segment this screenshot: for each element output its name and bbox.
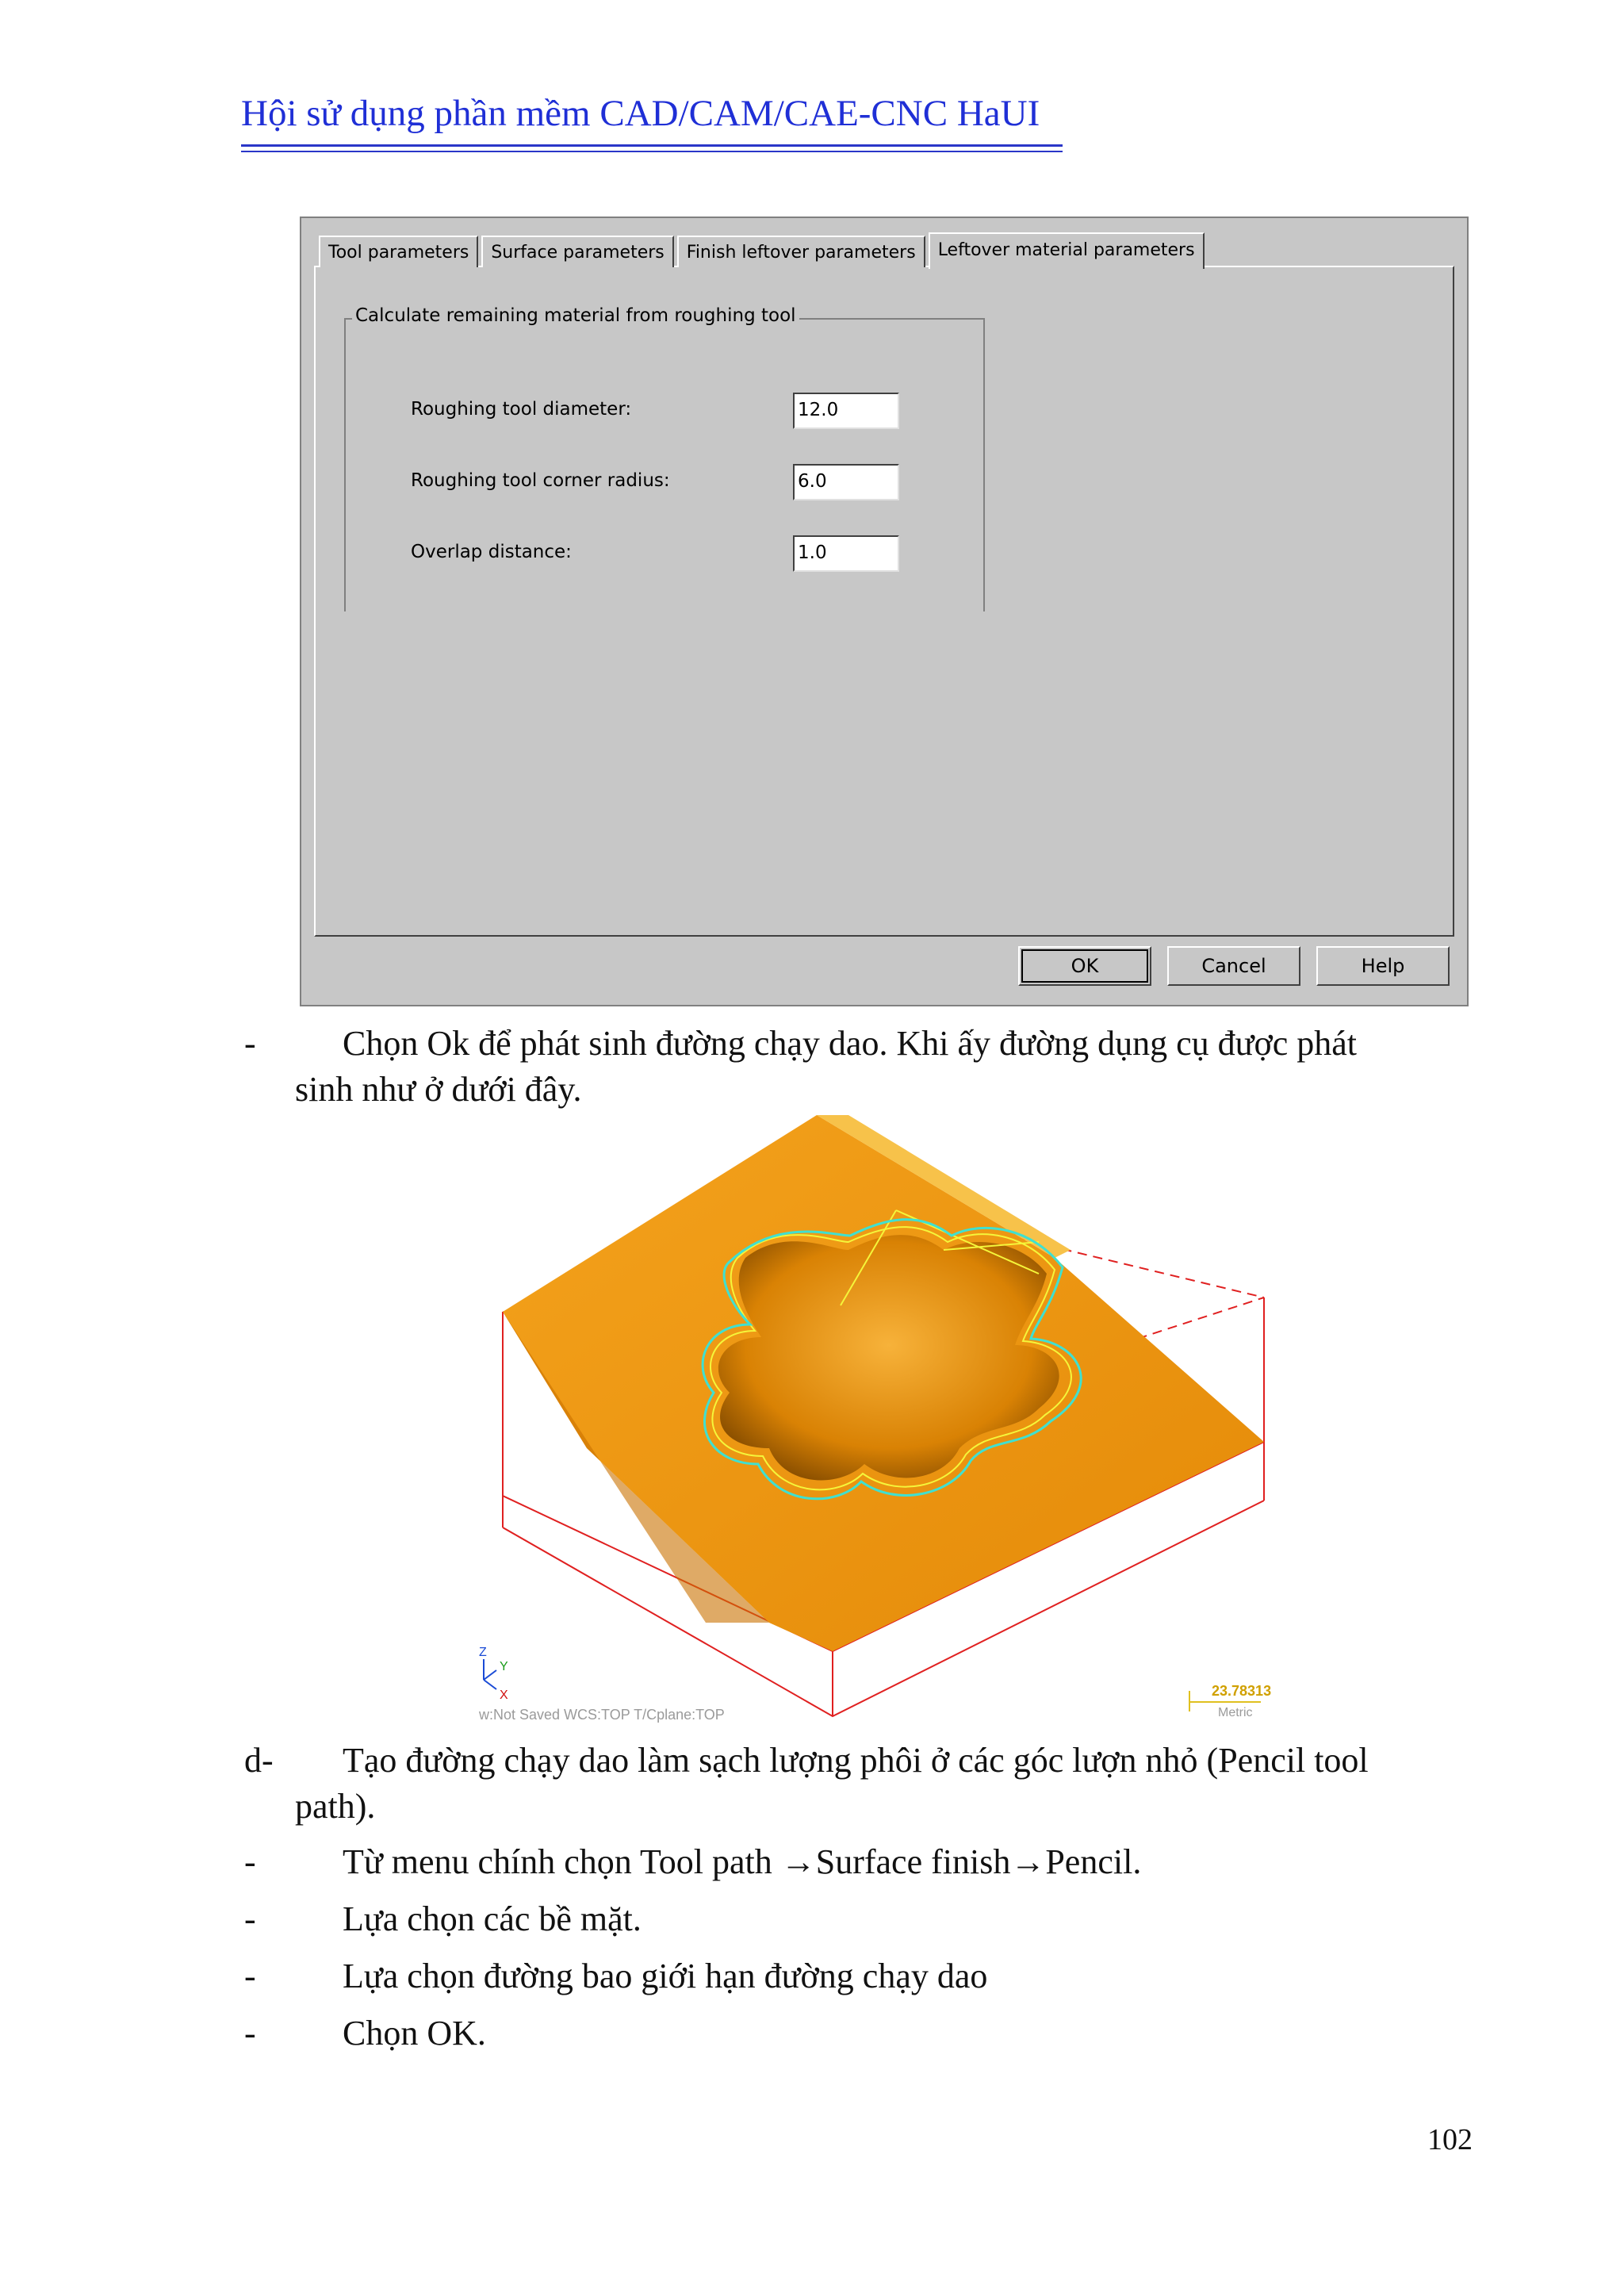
- bullet-item: Lựa chọn đường bao giới hạn đường chạy dao: [343, 1957, 988, 1995]
- tab-surface-parameters[interactable]: Surface parameters: [481, 236, 673, 267]
- overlap-distance-input[interactable]: 1.0: [793, 535, 899, 572]
- overlap-distance-label: Overlap distance:: [411, 542, 572, 562]
- bullet-item: Chọn OK.: [343, 2014, 486, 2053]
- header-rule: [241, 151, 1063, 152]
- toolpath-render: [468, 1115, 1308, 1734]
- axis-triad-icon: [484, 1659, 496, 1689]
- bullet-dash: -: [244, 1842, 256, 1881]
- section-marker: d-: [244, 1741, 274, 1780]
- group-title: Calculate remaining material from roughing tool: [352, 305, 799, 326]
- scale-unit: Metric: [1218, 1706, 1253, 1719]
- leftover-parameters-dialog: [300, 217, 1469, 1006]
- roughing-tool-corner-radius-label: Roughing tool corner radius:: [411, 470, 670, 491]
- tab-leftover-material-parameters[interactable]: Leftover material parameters: [929, 232, 1205, 269]
- bullet-dash: -: [244, 1899, 256, 1938]
- bullet-dash: -: [244, 1024, 256, 1063]
- cancel-button[interactable]: Cancel: [1167, 946, 1300, 986]
- tab-tool-parameters[interactable]: Tool parameters: [319, 236, 478, 267]
- page-number: 102: [1427, 2123, 1473, 2156]
- viewport-status: w:Not Saved WCS:TOP T/Cplane:TOP: [479, 1707, 725, 1723]
- paragraph-line: Tạo đường chạy dao làm sạch lượng phôi ở các góc lượn nhỏ (Pencil tool: [343, 1741, 1369, 1780]
- paragraph-line: Chọn Ok để phát sinh đường chạy dao. Khi ấy đường dụng cụ được phát: [343, 1024, 1358, 1063]
- tab-finish-leftover-parameters[interactable]: Finish leftover parameters: [677, 236, 925, 267]
- axis-z-label: Z: [479, 1646, 487, 1659]
- roughing-tool-diameter-label: Roughing tool diameter:: [411, 399, 632, 420]
- bullet-item: Lựa chọn các bề mặt.: [343, 1899, 642, 1938]
- paragraph-line: path).: [295, 1787, 376, 1826]
- bullet-dash: -: [244, 2014, 256, 2053]
- bullet-dash: -: [244, 1957, 256, 1995]
- roughing-tool-diameter-input[interactable]: 12.0: [793, 393, 899, 429]
- axis-x-label: X: [500, 1688, 508, 1702]
- tab-strip: [319, 232, 1208, 267]
- ok-button[interactable]: OK: [1018, 946, 1151, 986]
- scale-value: 23.78313: [1212, 1683, 1272, 1699]
- axis-y-label: Y: [500, 1660, 508, 1673]
- roughing-tool-corner-radius-input[interactable]: 6.0: [793, 464, 899, 500]
- help-button[interactable]: Help: [1316, 946, 1450, 986]
- header-rule: [241, 144, 1063, 147]
- paragraph-line: sinh như ở dưới đây.: [295, 1070, 582, 1109]
- page-header: Hội sử dụng phần mềm CAD/CAM/CAE-CNC HaUI: [241, 93, 1040, 134]
- bullet-item: Từ menu chính chọn Tool path →Surface finish→Pencil.: [343, 1842, 1142, 1881]
